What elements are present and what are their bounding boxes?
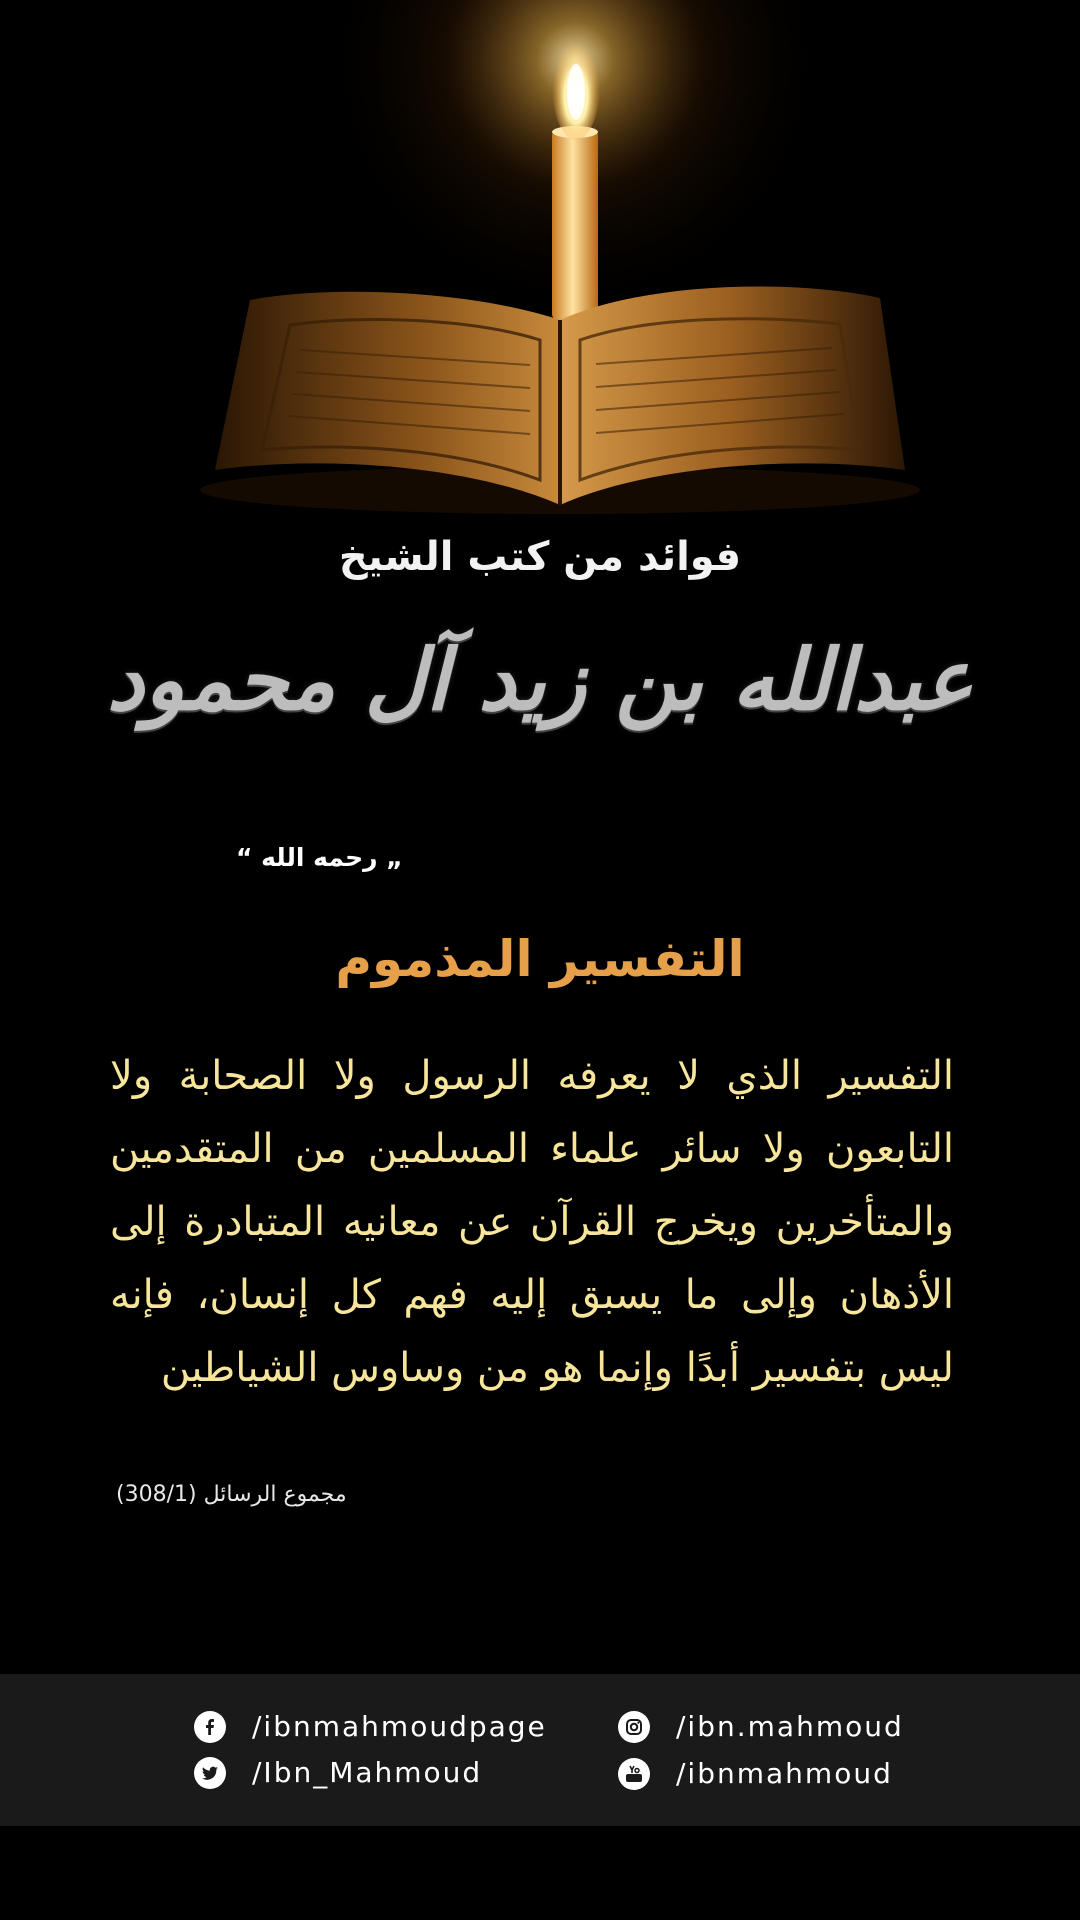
- youtube-handle: /ibnmahmoud: [676, 1757, 893, 1790]
- article-title: التفسير المذموم: [335, 930, 745, 988]
- instagram-handle: /ibn.mahmoud: [676, 1710, 904, 1743]
- social-footer: [0, 1674, 1080, 1826]
- facebook-link[interactable]: [194, 1710, 547, 1743]
- source-citation: مجموع الرسائل (308/1): [116, 1482, 347, 1507]
- youtube-link[interactable]: [618, 1757, 893, 1790]
- youtube-icon: [618, 1758, 650, 1790]
- instagram-link[interactable]: [618, 1710, 904, 1743]
- twitter-icon: [194, 1757, 226, 1789]
- instagram-icon: [618, 1711, 650, 1743]
- candle-and-book-illustration: [0, 0, 1080, 520]
- honorific-text: „ رحمه الله “: [236, 843, 403, 872]
- intro-title: فوائد من كتب الشيخ: [338, 534, 742, 580]
- hero-image: [0, 0, 1080, 520]
- twitter-handle: /Ibn_Mahmoud: [252, 1756, 483, 1789]
- facebook-handle: /ibnmahmoudpage: [252, 1710, 547, 1743]
- article-body: التفسير الذي لا يعرفه الرسول ولا الصحابة ولا التابعون ولا سائر علماء المسلمين من المتقدمين والمتأخرين ويخرج القرآن عن معانيه المتبادرة إلى الأذهان وإلى ما يسبق إليه فهم كل إنسان، فإنه ليس بتفسير أبدًا وإنما هو من وساوس الشياطين: [110, 1053, 954, 1391]
- facebook-icon: [194, 1711, 226, 1743]
- twitter-link[interactable]: [194, 1756, 482, 1789]
- author-name-calligraphy: عبدالله بن زيد آل محمود: [106, 630, 974, 729]
